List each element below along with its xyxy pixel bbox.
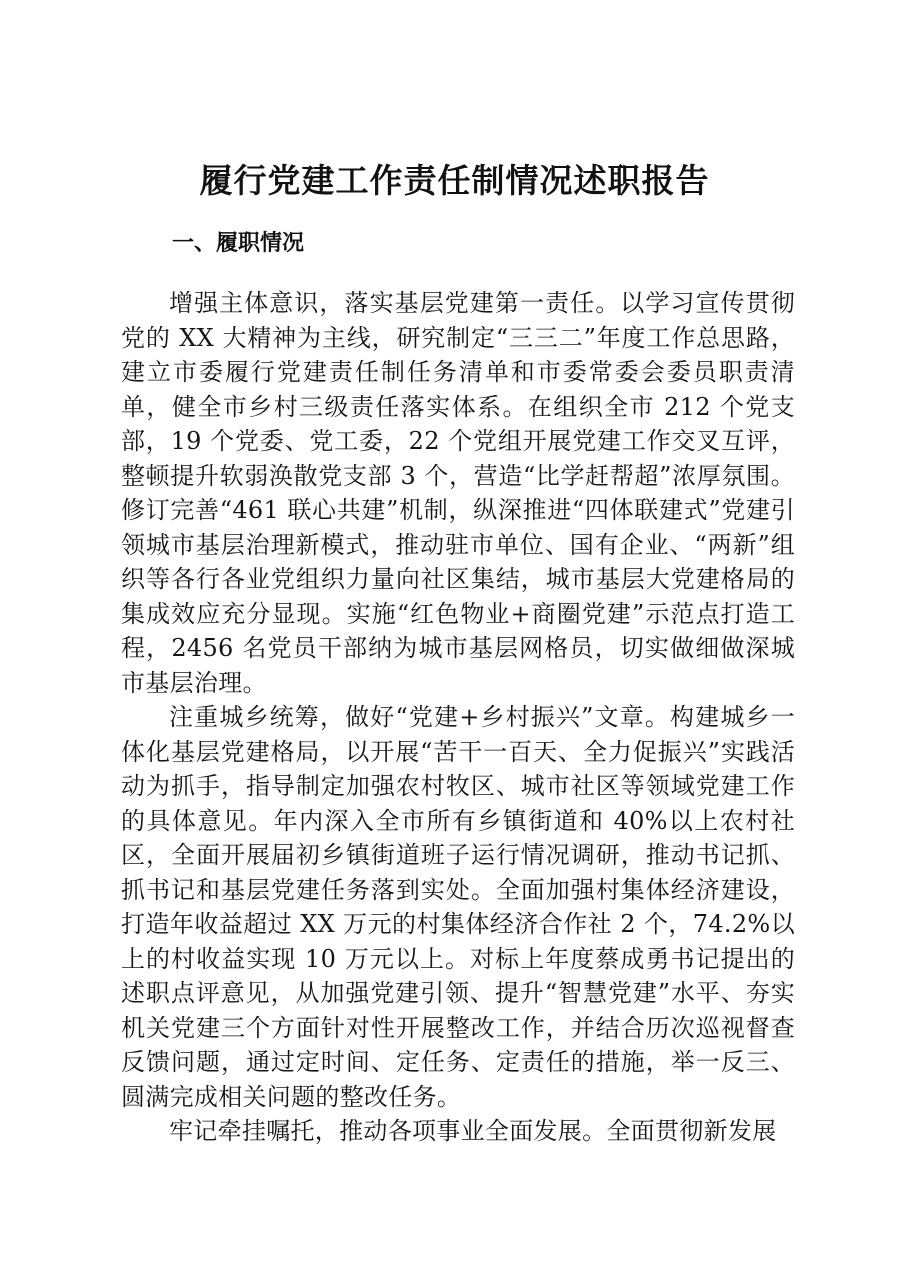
document-title: 履行党建工作责任制情况述职报告 — [199, 161, 710, 200]
section-heading: 一、履职情况 — [172, 231, 305, 256]
paragraph-development: 牢记牵挂嘱托，推动各项事业全面发展。全面贯彻新发展 — [169, 1117, 777, 1145]
document-body — [121, 286, 795, 1149]
paragraph-responsibility: 增强主体意识，落实基层党建第一责任。以学习宣传贯彻党的 XX 大精神为主线，研究制定“三三二”年度工作总思路，建立市委履行党建责任制任务清单和市委常委会委员职责清单，健全市乡村三级责任落实体系。在组织全市 212 个党支部，19 个党委、党工委，22 个党组开展党建工作交叉互评，整顿提升软弱涣散党支部 3 个，营造“比学赶帮超”浓厚氛围。修订完善“461 联心共建”机制，纵深推进“四体联建式”党建引领城市基层治理新模式，推动驻市单位、国有企业、“两新”组织等各行各业党组织力量向社区集结，城市基层大党建格局的集成效应充分显现。实施“红色物业+商圈党建”示范点打造工程，2456 名党员干部纳为城市基层网格员，切实做细做深城市基层治理。 — [121, 289, 795, 697]
paragraph-rural-revitalization: 注重城乡统筹，做好“党建+乡村振兴”文章。构建城乡一体化基层党建格局，以开展“苦干一百天、全力促振兴”实践活动为抓手，指导制定加强农村牧区、城市社区等领域党建工作的具体意见。年内深入全市所有乡镇街道和 40%以上农村社区，全面开展届初乡镇街道班子运行情况调研，推动书记抓、抓书记和基层党建任务落到实处。全面加强村集体经济建设，打造年收益超过 XX 万元的村集体经济合作社 2 个，74.2%以上的村收益实现 10 万元以上。对标上年度蔡成勇书记提出的述职点评意见，从加强党建引领、提升“智慧党建”水平、夯实机关党建三个方面针对性开展整改工作，并结合历次巡视督查反馈问题，通过定时间、定任务、定责任的措施，举一反三、圆满完成相关问题的整改任务。 — [121, 703, 795, 1111]
